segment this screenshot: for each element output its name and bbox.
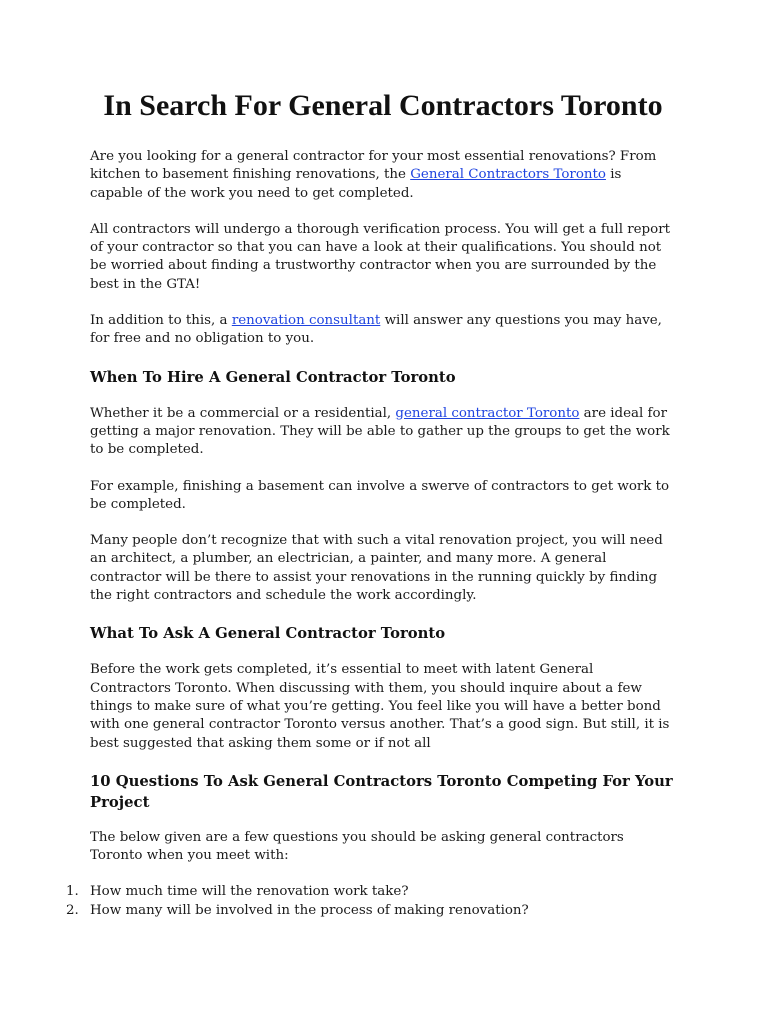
section-heading-what-to-ask: What To Ask A General Contractor Toronto <box>90 625 446 643</box>
when-to-hire-paragraph <box>90 405 678 460</box>
section-heading-ten-questions: 10 Questions To Ask General Contractors Toronto Competing For Your Project <box>90 772 673 811</box>
verification-paragraph: All contractors will undergo a thorough verification process. You will get a full report of your contractor so that you can have a look at their qualifications. You should not be worried about finding a trustworthy contractor when you are surrounded by the best in the GTA! <box>90 221 670 292</box>
intro-paragraph <box>90 148 678 203</box>
general-contractor-toronto-link[interactable]: general contractor Toronto <box>395 405 580 421</box>
list-item-text: How much time will the renovation work take? <box>90 884 409 900</box>
when-to-hire-text-before: Whether it be a commercial or a residential, <box>90 405 396 421</box>
consultant-text-after: will answer any questions you may have, for free and no obligation to you. <box>90 313 662 347</box>
consultant-text-before: In addition to this, a <box>90 313 232 329</box>
questions-list <box>66 883 678 920</box>
basement-example-paragraph: For example, finishing a basement can involve a swerve of contractors to get work to be completed. <box>90 478 670 512</box>
list-item-number: 2. <box>66 902 79 918</box>
list-item <box>66 883 678 901</box>
renovation-team-paragraph: Many people don’t recognize that with such a vital renovation project, you will need an architect, a plumber, an electrician, a painter, and many more. A general contractor will be there to assist your renovations in the running quickly by finding the right contractors and schedule the work accordingly. <box>90 533 663 604</box>
list-item-number: 1. <box>66 884 79 900</box>
questions-intro-paragraph: The below given are a few questions you should be asking general contractors Toronto when you meet with: <box>90 829 624 864</box>
page-title: In Search For General Contractors Toronto <box>103 89 663 122</box>
intro-text-after: is capable of the work you need to get completed. <box>90 167 622 201</box>
general-contractors-toronto-link[interactable]: General Contractors Toronto <box>410 167 606 183</box>
intro-text-before: Are you looking for a general contractor for your most essential renovations? From kitchen to basement finishing renovations, the <box>90 149 657 183</box>
renovation-consultant-link[interactable]: renovation consultant <box>231 313 381 329</box>
consultant-paragraph <box>90 312 678 349</box>
what-to-ask-paragraph: Before the work gets completed, it’s essential to meet with latent General Contractors Toronto. When discussing with them, you should inquire about a few things to make sure of what you’re getting. You feel like you will have a better bond with one general contractor Toronto versus another. That’s a good sign. But still, it is best suggested that asking them some or if not all <box>90 662 670 751</box>
list-item-text: How many will be involved in the process of making renovation? <box>90 902 529 918</box>
section-heading-when-to-hire: When To Hire A General Contractor Toronto <box>90 368 456 386</box>
when-to-hire-text-after: are ideal for getting a major renovation. They will be able to gather up the groups to get the work to be completed. <box>90 405 670 458</box>
list-item <box>66 902 678 920</box>
